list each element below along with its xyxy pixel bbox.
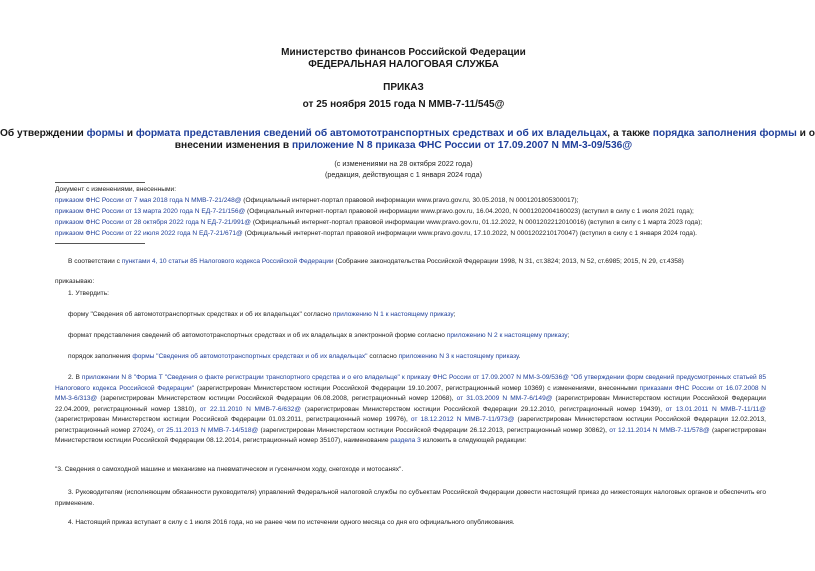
link-appendix-8[interactable]: приложение N 8 bbox=[291, 140, 373, 151]
item-4: 4. Настоящий приказ вступает в силу с 1 июля 2016 года, но не ранее чем по истечении одного месяца со дня его официального опубликования. bbox=[68, 519, 515, 526]
approve-text: формат представления сведений об автомототранспортных средствах и об их владельцах в электронной форме согласно bbox=[68, 332, 447, 339]
link-amendment[interactable]: приказами ФНС России от 16.07.2008 N ММ-3-6/313@ bbox=[55, 384, 767, 402]
ministry-name: Министерство финансов Российской Федерации bbox=[281, 47, 526, 58]
changes-intro: Документ с изменениями, внесенными: bbox=[55, 186, 177, 193]
change-link[interactable]: приказом ФНС России от 7 мая 2018 года N ММВ-7-21/248@ bbox=[55, 197, 242, 204]
changes-status: (с изменениями на 28 октября 2022 года) bbox=[334, 159, 473, 168]
quote-text: "3. Сведения о самоходной машине и механизме на пневматическом и гусеничном ходу, снегоходе и мотосанях". bbox=[55, 466, 404, 473]
preamble-text: В соответствии с bbox=[68, 258, 122, 265]
link-form-title[interactable]: формы "Сведения об автомототранспортных средствах и об их владельцах" bbox=[132, 353, 368, 360]
link-appendix-2[interactable]: приложению N 2 к настоящему приказу bbox=[446, 332, 568, 339]
approve-text: порядок заполнения bbox=[68, 353, 133, 360]
approve-form bbox=[68, 311, 456, 318]
title-text: и о bbox=[796, 128, 815, 139]
item-2-text: (зарегистрирован Министерством юстиции Российской Федерации 08.12.2014, регистрационный номер 35107), наименование bbox=[55, 426, 766, 444]
link-amendment[interactable]: от 31.03.2009 N ММ-7-6/149@ bbox=[456, 395, 553, 402]
link-appendix-1[interactable]: приложению N 1 к настоящему приказу bbox=[332, 311, 454, 318]
link-tax-code[interactable]: пунктами 4, 10 статьи 85 Налогового кодекса Российской Федерации bbox=[121, 258, 334, 265]
change-link[interactable]: приказом ФНС России от 13 марта 2020 года N ЕД-7-21/156@ bbox=[55, 208, 246, 215]
change-source: (Официальный интернет-портал правовой информации www.pravo.gov.ru, 30.05.2018, N 0001201805300017); bbox=[241, 197, 579, 204]
change-source: (Официальный интернет-портал правовой информации www.pravo.gov.ru, 17.10.2022, N 0001202210170047) (вступил в силу с 1 января 2024 года). bbox=[242, 230, 697, 237]
item-2-text: (зарегистрирован Министерством юстиции Российской Федерации 01.03.2011, регистрационный номер 19976), bbox=[55, 416, 411, 423]
change-item bbox=[55, 197, 578, 204]
link-form[interactable]: формы bbox=[86, 128, 124, 139]
approve-text: . bbox=[518, 353, 521, 360]
change-item bbox=[55, 230, 697, 237]
preamble-text: (Собрание законодательства Российской Федерации 1998, N 31, ст.3824; 2013, N 52, ст.6985; 2015, N 29, ст.4358) bbox=[333, 258, 684, 265]
item-2-text: (зарегистрирован Министерством юстиции Российской Федерации 29.12.2010, регистрационный номер 19439), bbox=[301, 405, 666, 413]
change-link[interactable]: приказом ФНС России от 22 июля 2022 года N ЕД-7-21/671@ bbox=[55, 230, 243, 237]
item-3: 3. Руководителям (исполняющим обязанности руководителя) управлений Федеральной налоговой службы по субъектам Российской Федерации довести настоящий приказ до нижестоящих налоговых органов и обеспечить его применение. bbox=[55, 489, 766, 507]
link-amendment[interactable]: от 25.11.2013 N ММВ-7-14/518@ bbox=[157, 426, 259, 434]
change-source: (Официальный интернет-портал правовой информации www.pravo.gov.ru, 16.04.2020, N 0001202004160023) (вступил в силу с 1 июля 2021 года); bbox=[245, 208, 694, 215]
link-amendment[interactable]: от 13.01.2011 N ММВ-7-11/11@ bbox=[665, 405, 766, 413]
service-name: ФЕДЕРАЛЬНАЯ НАЛОГОВАЯ СЛУЖБА bbox=[308, 59, 499, 70]
item-2-text: (зарегистрирован Министерством юстиции Российской Федерации 26.12.2013, регистрационный номер 30862), bbox=[258, 426, 610, 434]
link-section-3[interactable]: раздела 3 bbox=[390, 437, 421, 444]
item-2 bbox=[55, 373, 766, 447]
title-text: и bbox=[123, 128, 136, 139]
title-text: внесении изменения в bbox=[174, 140, 292, 151]
link-amendment[interactable]: от 18.12.2012 N ММВ-7-11/973@ bbox=[410, 416, 515, 423]
approve-text: ; bbox=[567, 332, 570, 339]
change-source: (Официальный интернет-портал правовой информации www.pravo.gov.ru, 01.12.2022, N 0001202212010016) (вступил в силу с 1 марта 2023 года); bbox=[251, 219, 703, 226]
link-amendment[interactable]: от 12.11.2014 N ММВ-7-11/578@ bbox=[609, 426, 710, 434]
item-2-text: (зарегистрирован Министерством юстиции Российской Федерации 12.02.2013, регистрационный номер 27024), bbox=[55, 416, 766, 434]
title-text: , а также bbox=[607, 128, 653, 139]
doc-date-number: от 25 ноября 2015 года N ММВ-7-11/545@ bbox=[302, 99, 505, 110]
item-2-text: изложить в следующей редакции: bbox=[420, 437, 527, 444]
link-order-536[interactable]: приказа ФНС России от 17.09.2007 N ММ-3-09/536@ bbox=[375, 140, 633, 151]
link-amendment[interactable]: от 22.11.2010 N ММВ-7-6/632@ bbox=[199, 405, 302, 413]
link-appendix-3[interactable]: приложению N 3 к настоящему приказу bbox=[398, 353, 519, 360]
item-1: 1. Утвердить: bbox=[68, 290, 109, 297]
link-order[interactable]: порядка заполнения формы bbox=[652, 128, 797, 139]
item-2-text: 2. В bbox=[68, 374, 82, 381]
approve-text: согласно bbox=[367, 353, 399, 360]
change-link[interactable]: приказом ФНС России от 28 октября 2022 года N ЕД-7-21/991@ bbox=[55, 219, 251, 226]
preamble bbox=[68, 258, 684, 265]
edition-status: (редакция, действующая с 1 января 2024 года) bbox=[325, 170, 482, 179]
change-item bbox=[55, 219, 702, 226]
divider bbox=[55, 243, 145, 244]
item-2-text: (зарегистрирован Министерством юстиции Российской Федерации 19.10.2007, регистрационный номер 10369) с изменениями, внесенными bbox=[194, 384, 640, 392]
order-word: приказываю: bbox=[55, 278, 95, 285]
doc-type: ПРИКАЗ bbox=[383, 82, 424, 93]
title-text: Об утверждении bbox=[0, 128, 87, 139]
title-line-2 bbox=[0, 140, 807, 151]
item-2-text: (зарегистрирован Министерством юстиции Российской Федерации 22.04.2009, регистрационный номер 13810), bbox=[55, 395, 766, 413]
item-2-text: (зарегистрирован Министерством юстиции Российской Федерации 06.08.2008, регистрационный номер 12068), bbox=[97, 395, 457, 402]
link-appendix-8-form-t[interactable]: приложении N 8 "Форма Т "Сведения о факте регистрации транспортного средства и о его владельце" к приказу ФНС России от 17.09.2007 N ММ-3-09/536@ "Об утверждении форм сведений предусмотренных статьей 85 Налогового кодекса Российской Федерации" bbox=[55, 374, 766, 392]
approve-order bbox=[68, 353, 521, 360]
approve-text: форму "Сведения об автомототранспортных средствах и об их владельцах" согласно bbox=[68, 311, 333, 318]
change-item bbox=[55, 208, 694, 215]
link-format[interactable]: формата представления сведений об автомототранспортных средствах и об их владельцах bbox=[135, 128, 608, 139]
title-line-1 bbox=[0, 128, 815, 139]
divider bbox=[55, 182, 145, 183]
approve-format bbox=[68, 332, 569, 339]
approve-text: ; bbox=[453, 311, 456, 318]
